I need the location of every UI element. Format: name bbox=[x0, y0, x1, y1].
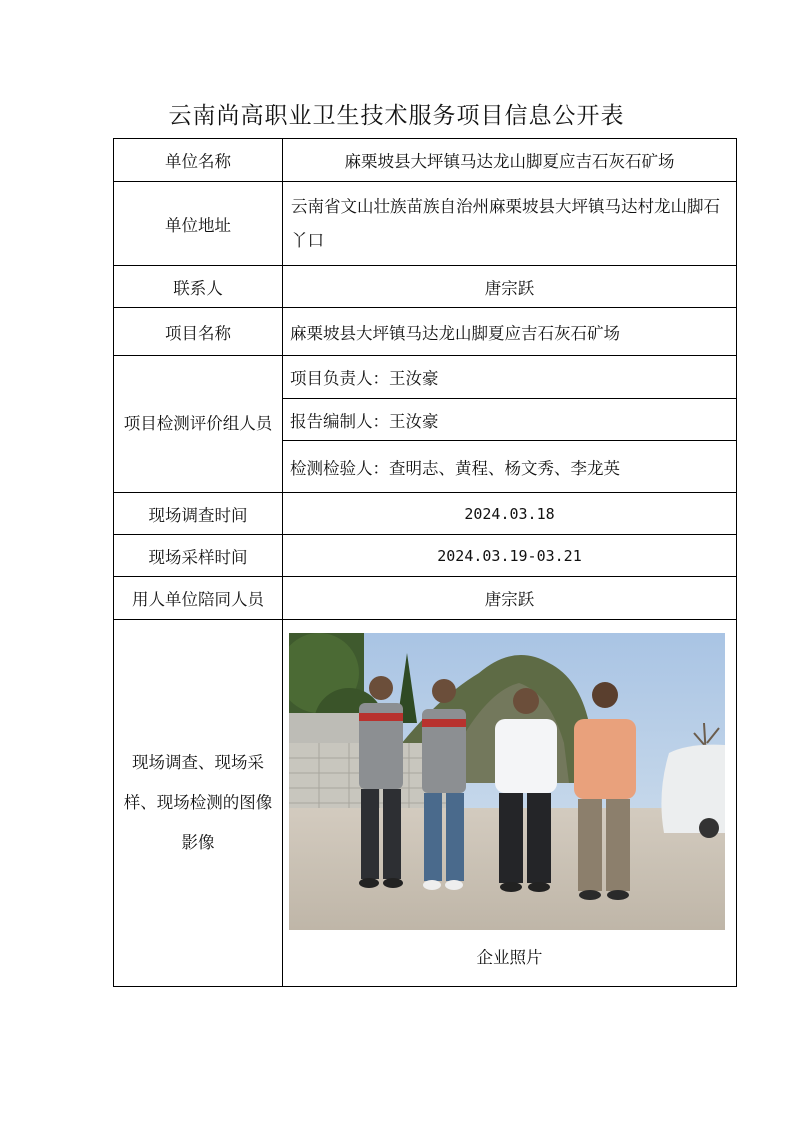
contact-value: 唐宗跃 bbox=[283, 266, 737, 308]
team-member-inspectors: 检测检验人：查明志、黄程、杨文秀、李龙英 bbox=[283, 441, 737, 493]
project-name-label: 项目名称 bbox=[114, 308, 283, 356]
unit-name-label: 单位名称 bbox=[114, 139, 283, 182]
table-row-escort bbox=[114, 577, 737, 620]
info-table bbox=[113, 138, 737, 987]
table-row-contact bbox=[114, 266, 737, 308]
company-photo bbox=[289, 633, 725, 930]
survey-time-value: 2024.03.18 bbox=[283, 493, 737, 535]
project-name-value: 麻栗坡县大坪镇马达龙山脚夏应吉石灰石矿场 bbox=[283, 308, 737, 356]
unit-name-value: 麻栗坡县大坪镇马达龙山脚夏应吉石灰石矿场 bbox=[283, 139, 737, 182]
table-row-project-name bbox=[114, 308, 737, 356]
images-cell bbox=[283, 620, 737, 987]
team-member-lead: 项目负责人：王汝豪 bbox=[283, 356, 737, 399]
escort-label: 用人单位陪同人员 bbox=[114, 577, 283, 620]
survey-time-label: 现场调查时间 bbox=[114, 493, 283, 535]
table-row-survey-time bbox=[114, 493, 737, 535]
table-row-images bbox=[114, 620, 737, 987]
images-label: 现场调查、现场采样、现场检测的图像影像 bbox=[114, 620, 283, 987]
sampling-time-label: 现场采样时间 bbox=[114, 535, 283, 577]
contact-label: 联系人 bbox=[114, 266, 283, 308]
team-member-author: 报告编制人：王汝豪 bbox=[283, 399, 737, 441]
unit-address-value: 云南省文山壮族苗族自治州麻栗坡县大坪镇马达村龙山脚石丫口 bbox=[283, 182, 737, 266]
page-title: 云南尚高职业卫生技术服务项目信息公开表 bbox=[168, 103, 625, 129]
team-label: 项目检测评价组人员 bbox=[114, 356, 283, 493]
table-row-unit-address bbox=[114, 182, 737, 266]
table-row-sampling-time bbox=[114, 535, 737, 577]
table-row-team-1 bbox=[114, 356, 737, 399]
photo-caption: 企业照片 bbox=[476, 948, 543, 967]
escort-value: 唐宗跃 bbox=[283, 577, 737, 620]
sampling-time-value: 2024.03.19-03.21 bbox=[283, 535, 737, 577]
unit-address-label: 单位地址 bbox=[114, 182, 283, 266]
table-row-unit-name bbox=[114, 139, 737, 182]
